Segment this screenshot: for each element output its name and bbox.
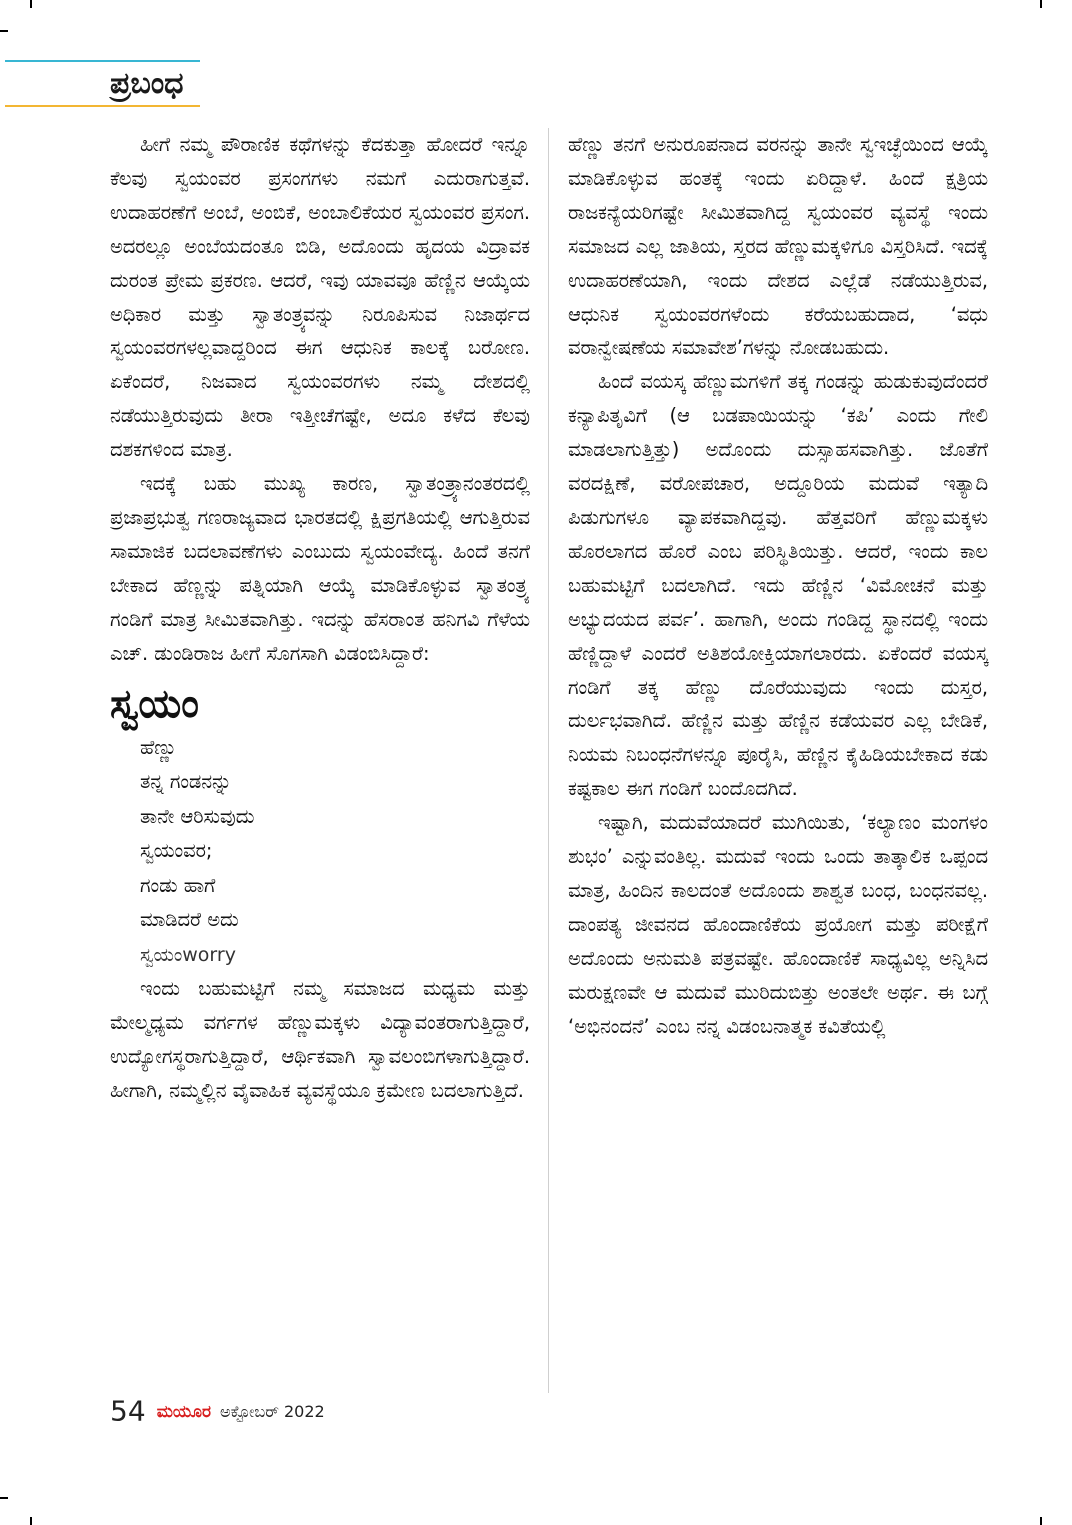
issue-date: ಅಕ್ಟೋಬರ್ 2022 xyxy=(220,1401,325,1421)
crop-mark xyxy=(1040,1517,1042,1525)
poem-line: ಹೆಣ್ಣು xyxy=(140,735,177,759)
section-rule-bottom xyxy=(5,105,200,107)
page-number: 54 xyxy=(110,1394,146,1428)
right-column xyxy=(568,128,988,1043)
left-column xyxy=(110,128,530,1108)
crop-mark xyxy=(1040,0,1042,8)
crop-mark xyxy=(30,1517,32,1525)
paragraph: ಇದಕ್ಕೆ ಬಹು ಮುಖ್ಯ ಕಾರಣ, ಸ್ವಾತಂತ್ರ್ಯಾನಂತರದಲ್ಲಿ ಪ್ರಜಾಪ್ರಭುತ್ವ ಗಣರಾಜ್ಯವಾದ ಭಾರತದಲ್ಲಿ ಕ್ಷಿಪ್ರಗತಿಯಲ್ಲಿ ಆಗುತ್ತಿರುವ ಸಾಮಾಜಿಕ ಬದಲಾವಣೆಗಳು ಎಂಬುದು ಸ್ವಯಂವೇದ್ಯ. ಹಿಂದೆ ತನಗೆ ಬೇಕಾದ ಹೆಣ್ಣನ್ನು ಪತ್ನಿಯಾಗಿ ಆಯ್ಕೆ ಮಾಡಿಕೊಳ್ಳುವ ಸ್ವಾತಂತ್ರ್ಯ ಗಂಡಿಗೆ ಮಾತ್ರ ಸೀಮಿತವಾಗಿತ್ತು. ಇದನ್ನು ಹೆಸರಾಂತ ಹನಿಗವಿ ಗೆಳೆಯ ಎಚ್. ಡುಂಡಿರಾಜ ಹೀಗೆ ಸೊಗಸಾಗಿ ವಿಡಂಬಿಸಿದ್ದಾರೆ: xyxy=(110,472,530,665)
section-header xyxy=(0,58,200,108)
section-rule-top xyxy=(5,60,200,62)
poem-line: ಸ್ವಯಂworry xyxy=(140,943,236,966)
paragraph: ಇಷ್ಟಾಗಿ, ಮದುವೆಯಾದರೆ ಮುಗಿಯಿತು, ‘ಕಲ್ಯಾಣಂ ಮಂಗಳಂ ಶುಭಂ’ ಎನ್ನುವಂತಿಲ್ಲ. ಮದುವೆ ಇಂದು ಒಂದು ತಾತ್ಕಾಲಿಕ ಒಪ್ಪಂದ ಮಾತ್ರ, ಹಿಂದಿನ ಕಾಲದಂತೆ ಅದೊಂದು ಶಾಶ್ವತ ಬಂಧ, ಬಂಧನವಲ್ಲ. ದಾಂಪತ್ಯ ಜೀವನದ ಹೊಂದಾಣಿಕೆಯ ಪ್ರಯೋಗ ಮತ್ತು ಪರೀಕ್ಷೆಗೆ ಅದೊಂದು ಅನುಮತಿ ಪತ್ರವಷ್ಟೇ. ಹೊಂದಾಣಿಕೆ ಸಾಧ್ಯವಿಲ್ಲ ಅನ್ನಿಸಿದ ಮರುಕ್ಷಣವೇ ಆ ಮದುವೆ ಮುರಿದುಬಿತ್ತು ಅಂತಲೇ ಅರ್ಥ. ಈ ಬಗ್ಗೆ ‘ಅಭಿನಂದನೆ’ ಎಂಬ ನನ್ನ ವಿಡಂಬನಾತ್ಮಕ ಕವಿತೆಯಲ್ಲಿ xyxy=(568,811,988,1038)
poem-line: ಮಾಡಿದರೆ ಅದು xyxy=(140,908,239,931)
poem-line: ಗಂಡು ಹಾಗೆ xyxy=(140,873,216,897)
paragraph: ಹೀಗೆ ನಮ್ಮ ಪೌರಾಣಿಕ ಕಥೆಗಳನ್ನು ಕೆದಕುತ್ತಾ ಹೋದರೆ ಇನ್ನೂ ಕೆಲವು ಸ್ವಯಂವರ ಪ್ರಸಂಗಗಳು ನಮಗೆ ಎದುರಾಗುತ್ತವೆ. ಉದಾಹರಣೆಗೆ ಅಂಬೆ, ಅಂಬಿಕೆ, ಅಂಬಾಲಿಕೆಯರ ಸ್ವಯಂವರ ಪ್ರಸಂಗ. ಅದರಲ್ಲೂ ಅಂಬೆಯದಂತೂ ಬಿಡಿ, ಅದೊಂದು ಹೃದಯ ವಿದ್ರಾವಕ ದುರಂತ ಪ್ರೇಮ ಪ್ರಕರಣ. ಆದರೆ, ಇವು ಯಾವವೂ ಹೆಣ್ಣಿನ ಆಯ್ಕೆಯ ಅಧಿಕಾರ ಮತ್ತು ಸ್ವಾತಂತ್ರ್ಯವನ್ನು ನಿರೂಪಿಸುವ ನಿಜಾರ್ಥದ ಸ್ವಯಂವರಗಳಲ್ಲವಾದ್ದರಿಂದ ಈಗ ಆಧುನಿಕ ಕಾಲಕ್ಕೆ ಬರೋಣ. ಏಕೆಂದರೆ, ನಿಜವಾದ ಸ್ವಯಂವರಗಳು ನಮ್ಮ ದೇಶದಲ್ಲಿ ನಡೆಯುತ್ತಿರುವುದು ತೀರಾ ಇತ್ತೀಚೆಗಷ್ಟೇ, ಅದೂ ಕಳೆದ ಕೆಲವು ದಶಕಗಳಿಂದ ಮಾತ್ರ. xyxy=(110,133,530,462)
magazine-logo: ಮಯೂರ xyxy=(156,1401,211,1422)
paragraph: ಹೆಣ್ಣು ತನಗೆ ಅನುರೂಪನಾದ ವರನನ್ನು ತಾನೇ ಸ್ವಇಚ್ಛೆಯಿಂದ ಆಯ್ಕೆ ಮಾಡಿಕೊಳ್ಳುವ ಹಂತಕ್ಕೆ ಇಂದು ಏರಿದ್ದಾಳೆ. ಹಿಂದೆ ಕ್ಷತ್ರಿಯ ರಾಜಕನ್ಯೆಯರಿಗಷ್ಟೇ ಸೀಮಿತವಾಗಿದ್ದ ಸ್ವಯಂವರ ವ್ಯವಸ್ಥೆ ಇಂದು ಸಮಾಜದ ಎಲ್ಲ ಜಾತಿಯ, ಸ್ತರದ ಹೆಣ್ಣುಮಕ್ಕಳಿಗೂ ವಿಸ್ತರಿಸಿದೆ. ಇದಕ್ಕೆ ಉದಾಹರಣೆಯಾಗಿ, ಇಂದು ದೇಶದ ಎಲ್ಲೆಡೆ ನಡೆಯುತ್ತಿರುವ, ಆಧುನಿಕ ಸ್ವಯಂವರಗಳೆಂದು ಕರೆಯಬಹುದಾದ, ‘ವಧು ವರಾನ್ವೇಷಣೆಯ ಸಮಾವೇಶ’ಗಳನ್ನು ನೋಡಬಹುದು. xyxy=(568,133,988,360)
crop-mark xyxy=(0,30,8,32)
section-title: ಪ್ರಬಂಧ xyxy=(110,66,184,101)
poem-title: ಸ್ವಯಂ xyxy=(110,680,199,727)
poem-line: ಸ್ವಯಂವರ; xyxy=(140,839,213,862)
crop-mark xyxy=(0,1497,8,1499)
page-footer xyxy=(110,1391,325,1432)
paragraph: ಇಂದು ಬಹುಮಟ್ಟಿಗೆ ನಮ್ಮ ಸಮಾಜದ ಮಧ್ಯಮ ಮತ್ತು ಮೇಲ್ಮಧ್ಯಮ ವರ್ಗಗಳ ಹೆಣ್ಣುಮಕ್ಕಳು ವಿದ್ಯಾವಂತರಾಗುತ್ತಿದ್ದಾರೆ, ಉದ್ಯೋಗಸ್ಥರಾಗುತ್ತಿದ್ದಾರೆ, ಆರ್ಥಿಕವಾಗಿ ಸ್ವಾವಲಂಬಿಗಳಾಗುತ್ತಿದ್ದಾರೆ. ಹೀಗಾಗಿ, ನಮ್ಮಲ್ಲಿನ ವೈವಾಹಿಕ ವ್ಯವಸ್ಥೆಯೂ ಕ್ರಮೇಣ ಬದಲಾಗುತ್ತಿದೆ. xyxy=(110,977,530,1102)
poem-line: ತಾನೇ ಆರಿಸುವುದು xyxy=(140,804,255,828)
column-divider xyxy=(548,128,549,1393)
crop-mark xyxy=(30,0,32,8)
paragraph: ಹಿಂದೆ ವಯಸ್ಕ ಹೆಣ್ಣುಮಗಳಿಗೆ ತಕ್ಕ ಗಂಡನ್ನು ಹುಡುಕುವುದೆಂದರೆ ಕನ್ಯಾಪಿತೃವಿಗೆ (ಆ ಬಡಪಾಯಿಯನ್ನು ‘ಕಪಿ’ ಎಂದು ಗೇಲಿ ಮಾಡಲಾಗುತ್ತಿತ್ತು) ಅದೊಂದು ದುಸ್ಸಾಹಸವಾಗಿತ್ತು. ಜೊತೆಗೆ ವರದಕ್ಷಿಣೆ, ವರೋಪಚಾರ, ಅದ್ದೂರಿಯ ಮದುವೆ ಇತ್ಯಾದಿ ಪಿಡುಗುಗಳೂ ವ್ಯಾಪಕವಾಗಿದ್ದವು. ಹೆತ್ತವರಿಗೆ ಹೆಣ್ಣುಮಕ್ಕಳು ಹೊರಲಾಗದ ಹೊರೆ ಎಂಬ ಪರಿಸ್ಥಿತಿಯಿತ್ತು. ಆದರೆ, ಇಂದು ಕಾಲ ಬಹುಮಟ್ಟಿಗೆ ಬದಲಾಗಿದೆ. ಇದು ಹೆಣ್ಣಿನ ‘ವಿಮೋಚನೆ ಮತ್ತು ಅಭ್ಯುದಯದ ಪರ್ವ’. ಹಾಗಾಗಿ, ಅಂದು ಗಂಡಿದ್ದ ಸ್ಥಾನದಲ್ಲಿ ಇಂದು ಹೆಣ್ಣಿದ್ದಾಳೆ ಎಂದರೆ ಅತಿಶಯೋಕ್ತಿಯಾಗಲಾರದು. ಏಕೆಂದರೆ ವಯಸ್ಕ ಗಂಡಿಗೆ ತಕ್ಕ ಹೆಣ್ಣು ದೊರೆಯುವುದು ಇಂದು ದುಸ್ತರ, ದುರ್ಲಭವಾಗಿದೆ. ಹೆಣ್ಣಿನ ಮತ್ತು ಹೆಣ್ಣಿನ ಕಡೆಯವರ ಎಲ್ಲ ಬೇಡಿಕೆ, ನಿಯಮ ನಿಬಂಧನೆಗಳನ್ನೂ ಪೂರೈಸಿ, ಹೆಣ್ಣಿನ ಕೈಹಿಡಿಯಬೇಕಾದ ಕಡು ಕಷ್ಟಕಾಲ ಈಗ ಗಂಡಿಗೆ ಬಂದೊದಗಿದೆ. xyxy=(568,370,988,801)
poem-line: ತನ್ನ ಗಂಡನನ್ನು xyxy=(140,770,232,793)
